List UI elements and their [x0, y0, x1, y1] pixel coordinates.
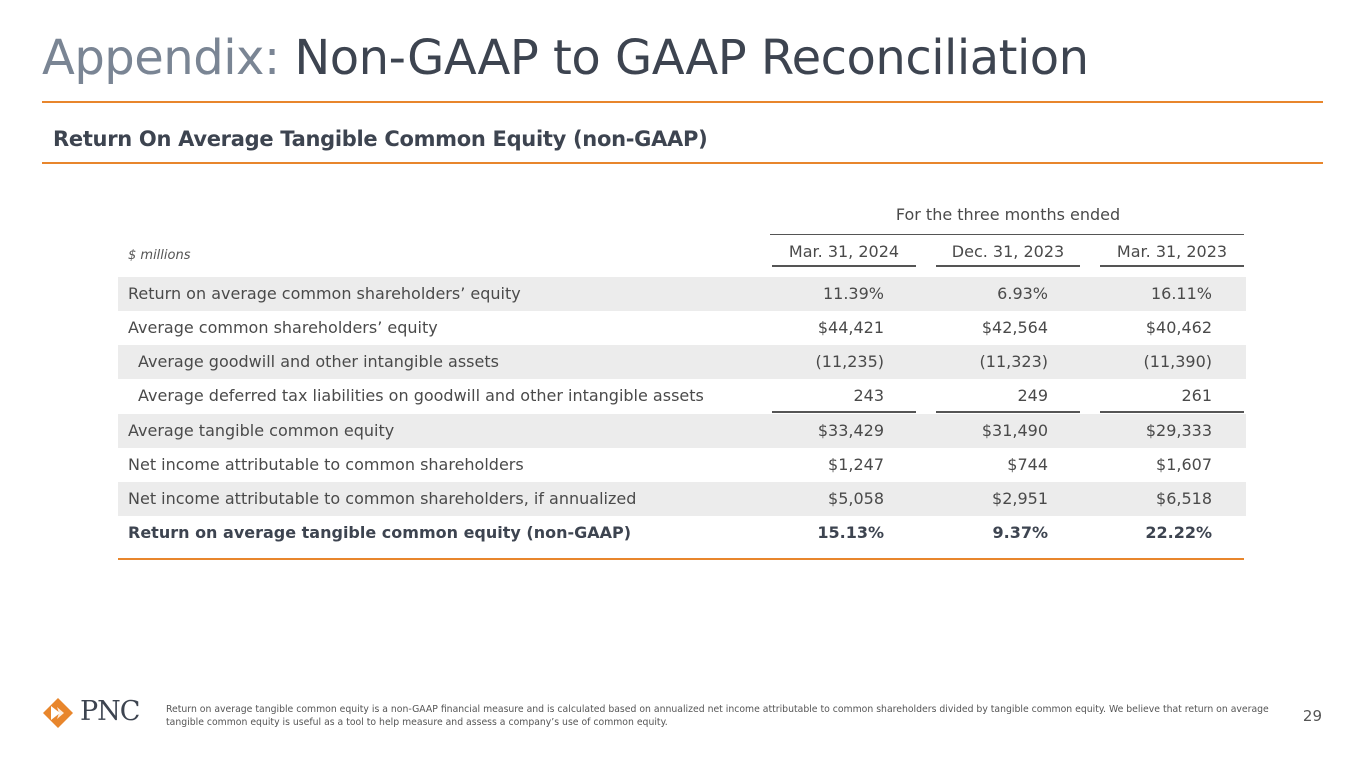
- period-header-underline: [770, 234, 1244, 235]
- table-row-total: [118, 516, 1246, 550]
- pnc-logo: [42, 697, 146, 729]
- table-row: [118, 345, 1246, 379]
- row-label: Return on average tangible common equity (non-GAAP): [128, 523, 632, 542]
- row-value: $6,518: [1156, 489, 1212, 508]
- row-value: (11,235): [815, 352, 884, 371]
- row-value: 6.93%: [997, 284, 1048, 303]
- table-row: [118, 414, 1246, 448]
- row-value: $42,564: [981, 318, 1048, 337]
- row-value: $1,607: [1156, 455, 1212, 474]
- column-header-underline: [1100, 265, 1244, 267]
- row-label: Net income attributable to common shareholders: [128, 455, 524, 474]
- row-value: 243: [853, 386, 884, 405]
- row-value: (11,390): [1143, 352, 1212, 371]
- subtitle-divider: [42, 162, 1323, 164]
- column-header-mar-2023: Mar. 31, 2023: [1116, 242, 1228, 261]
- table-row: [118, 311, 1246, 345]
- units-label: $ millions: [128, 248, 191, 263]
- row-value: $44,421: [817, 318, 884, 337]
- row-value: $31,490: [981, 421, 1048, 440]
- column-header-underline: [936, 265, 1080, 267]
- subtotal-line: [936, 411, 1080, 413]
- column-header-dec-2023: Dec. 31, 2023: [951, 242, 1065, 261]
- column-header-mar-2024: Mar. 31, 2024: [788, 242, 900, 261]
- row-label: Average common shareholders’ equity: [128, 318, 438, 337]
- pnc-logo-text: PNC: [80, 696, 140, 727]
- page-title-main: Non-GAAP to GAAP Reconciliation: [294, 30, 1089, 86]
- subtotal-line: [772, 411, 916, 413]
- table-row: [118, 448, 1246, 482]
- subtotal-line: [1100, 411, 1244, 413]
- page-title: [42, 26, 1089, 90]
- row-label: Net income attributable to common shareholders, if annualized: [128, 489, 637, 508]
- row-value: $2,951: [992, 489, 1048, 508]
- period-header: For the three months ended: [895, 205, 1121, 224]
- row-value: (11,323): [979, 352, 1048, 371]
- row-value: 9.37%: [992, 523, 1048, 542]
- table-row: [118, 277, 1246, 311]
- row-value: $40,462: [1145, 318, 1212, 337]
- column-header-underline: [772, 265, 916, 267]
- row-value: 22.22%: [1145, 523, 1212, 542]
- section-subtitle: Return On Average Tangible Common Equity (non-GAAP): [53, 127, 708, 151]
- row-value: $33,429: [817, 421, 884, 440]
- row-value: 15.13%: [817, 523, 884, 542]
- table-row: [118, 482, 1246, 516]
- row-value: $744: [1007, 455, 1048, 474]
- title-divider: [42, 101, 1323, 103]
- row-value: $29,333: [1145, 421, 1212, 440]
- row-value: $5,058: [828, 489, 884, 508]
- row-label: Average goodwill and other intangible assets: [138, 352, 499, 371]
- page-number: 29: [1302, 707, 1322, 725]
- row-value: 261: [1181, 386, 1212, 405]
- page-title-prefix: Appendix:: [42, 30, 295, 86]
- row-label: Return on average common shareholders’ equity: [128, 284, 521, 303]
- pnc-mark-icon: [42, 697, 76, 729]
- footnote: Return on average tangible common equity is a non-GAAP financial measure and is calculated based on annualized net income attributable to common shareholders divided by tangible common equity. We believe that return on average tangible common equity is useful as a tool to help measure and assess a company’s use of common equity.: [166, 704, 1269, 728]
- row-label: Average tangible common equity: [128, 421, 395, 440]
- row-value: 249: [1017, 386, 1048, 405]
- table-row: [118, 379, 1246, 413]
- row-value: $1,247: [828, 455, 884, 474]
- table-bottom-rule: [118, 558, 1244, 560]
- row-value: 16.11%: [1150, 284, 1212, 303]
- row-value: 11.39%: [822, 284, 884, 303]
- row-label: Average deferred tax liabilities on goodwill and other intangible assets: [138, 386, 704, 405]
